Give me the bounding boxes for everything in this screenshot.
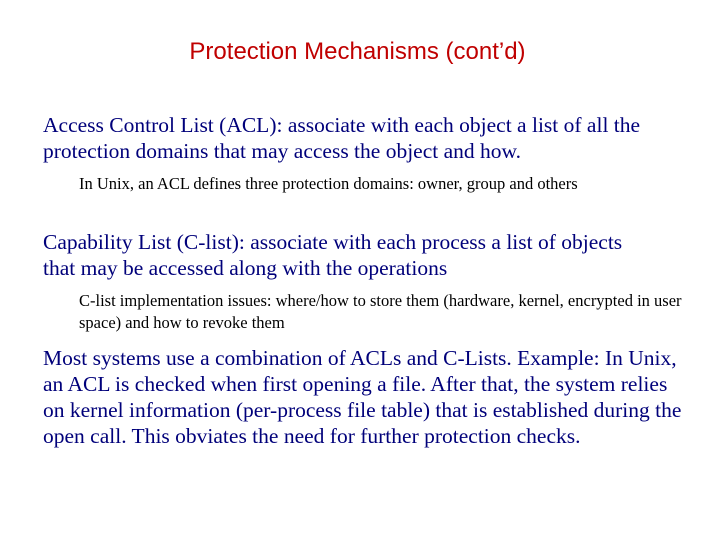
bullet-clist: Capability List (C-list): associate with each process a list of objects that may be accessed along with the operations bbox=[43, 230, 623, 280]
bullet-acl: Access Control List (ACL): associate with each object a list of all the protection domains that may access the object and how. bbox=[43, 113, 641, 163]
bullet-combination: Most systems use a combination of ACLs and C-Lists. Example: In Unix, an ACL is checked when first opening a file. After that, the system relies on kernel information (per-process file table) that is established during the open call. This obviates the need for further protection checks. bbox=[43, 346, 682, 448]
sub-bullet-clist-issues: C-list implementation issues: where/how to store them (hardware, kernel, encrypted in user space) and how to revoke them bbox=[79, 291, 682, 332]
sub-bullet-unix-acl: In Unix, an ACL defines three protection domains: owner, group and others bbox=[79, 174, 578, 193]
slide-title: Protection Mechanisms (cont’d) bbox=[189, 38, 526, 65]
